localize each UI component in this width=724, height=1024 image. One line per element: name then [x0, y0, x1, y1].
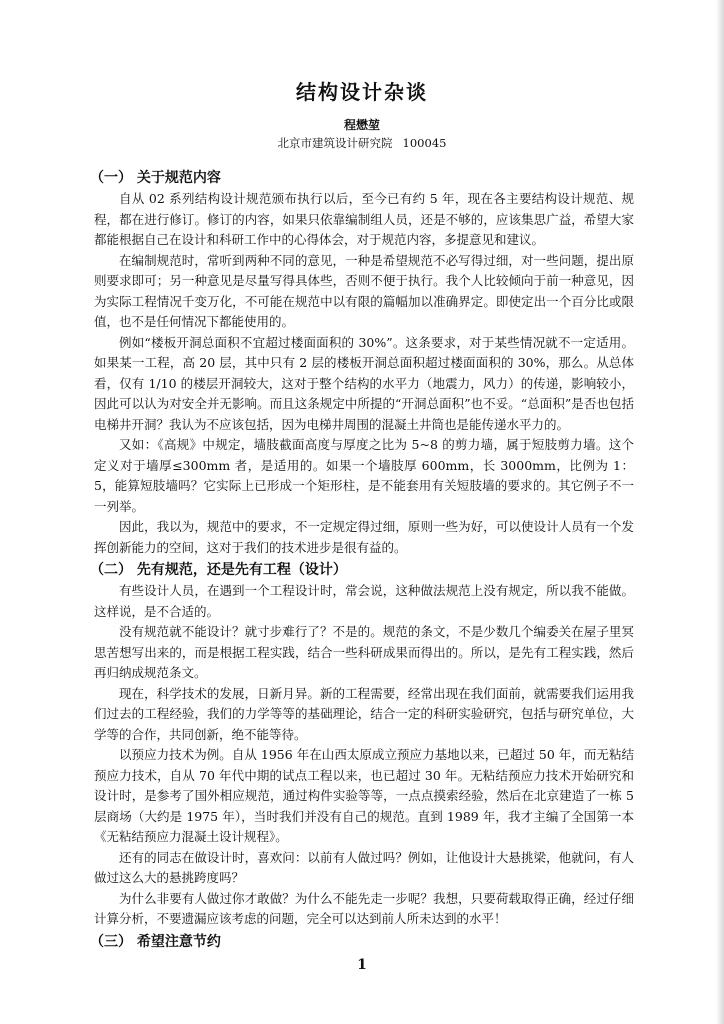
paragraph: 例如“楼板开洞总面积不宜超过楼面面积的 30%”。这条要求，对于某些情况就不一定适用。如果某一工程，高 20 层，其中只有 2 层的楼板开洞总面积超过楼面面积的 30%，那么。从总体看，仅有 1/10 的楼层开洞较大，这对于整个结构的水平力（地震力，风力）的传递，影响较小，因此可以认为对安全并无影响。而且这条规定中所提的“开洞总面积”也不妥。“总面积”是否也包括电梯井开洞？我认为不应该包括，因为电梯井周围的混凝土井筒也是能传递水平力的。 — [94, 334, 634, 432]
section-heading: （二） 先有规范，还是先有工程（设计） — [90, 562, 347, 578]
paragraph: 还有的同志在做设计时，喜欢问：以前有人做过吗？例如，让他设计大悬挑梁，他就问，有人做过这么大的悬挑跨度吗？ — [94, 849, 634, 885]
paragraph: 又如：《高规》中规定，墙肢截面高度与厚度之比为 5~8 的剪力墙，属于短肢剪力墙。这个定义对于墙厚≤300mm 者，是适用的。如果一个墙肢厚 600mm，长 3000mm，比例为 1：5，能算短肢墙吗？它实际上已形成一个矩形柱，是不能套用有关短肢墙的要求的。其它例子不一一列举。 — [94, 437, 634, 514]
paragraph: 没有规范就不能设计？就寸步难行了？不是的。规范的条文，不是少数几个编委关在屋子里冥思苦想写出来的，而是根据工程实践，结合一些科研成果而得出的。所以，是先有工程实践，然后再归纳成规范条文。 — [94, 624, 634, 680]
section-heading: （一） 关于规范内容 — [90, 170, 221, 186]
author-name: 程懋堃 — [343, 118, 380, 132]
paragraph: 现在，科学技术的发展，日新月异。新的工程需要，经常出现在我们面前，就需要我们运用我们过去的工程经验，我们的力学等等的基础理论，结合一定的科研实验研究，包括与研究单位，大学等的合作，共同创新，绝不能等待。 — [94, 685, 634, 742]
paragraph: 在编制规范时，常听到两种不同的意见，一种是希望规范不必写得过细，对一些问题，提出原则要求即可；另一种意见是尽量写得具体些，否则不便于执行。我个人比较倾向于前一种意见，因为实际工程情况千变万化，不可能在规范中以有限的篇幅加以准确界定。即使定出一个百分比或限值，也不是任何情况下都能使用的。 — [94, 252, 634, 329]
paragraph: 为什么非要有人做过你才敢做？为什么不能先走一步呢？我想，只要荷载取得正确，经过仔细计算分析，不要遗漏应该考虑的问题，完全可以达到前人所未达到的水平！ — [94, 890, 634, 926]
affiliation-name: 北京市建筑设计研究院 — [277, 136, 393, 150]
postcode: 100045 — [402, 136, 447, 150]
scan-shadow — [716, 0, 724, 1024]
paragraph: 自从 02 系列结构设计规范颁布执行以后，至今已有约 5 年，现在各主要结构设计规范、规程，都在进行修订。修订的内容，如果只依靠编制组人员，还是不够的，应该集思广益，希望大家都能根据自己在设计和科研工作中的心得体会，对于规范内容，多提意见和建议。 — [94, 191, 634, 247]
section-heading: （三） 希望注意节约 — [90, 933, 221, 950]
paragraph: 有些设计人员，在遇到一个工程设计时，常会说，这种做法规范上没有规定，所以我不能做。这样说，是不合适的。 — [94, 583, 634, 619]
article-title: 结构设计杂谈 — [296, 80, 428, 104]
page-number: 1 — [357, 957, 367, 973]
article-body — [90, 166, 634, 953]
paragraph: 以预应力技术为例。自从 1956 年在山西太原成立预应力基地以来，已超过 50 年，而无粘结预应力技术，自从 70 年代中期的试点工程以来，也已超过 30 年。无粘结预应力技术开始研究和设计时，是参考了国外相应规范，通过构件实验等等，一点点摸索经验，然后在北京建造了一栋 5 层商场（大约是 1975 年），当时我们并没有自己的规范。直到 1989 年，我才主编了全国第一本《无粘结预应力混凝土设计规程》。 — [94, 747, 634, 844]
paragraph: 因此，我以为，规范中的要求，不一定规定得过细，原则一些为好，可以使设计人员有一个发挥创新能力的空间，这对于我们的技术进步是很有益的。 — [94, 519, 634, 555]
affiliation-line — [0, 135, 724, 151]
